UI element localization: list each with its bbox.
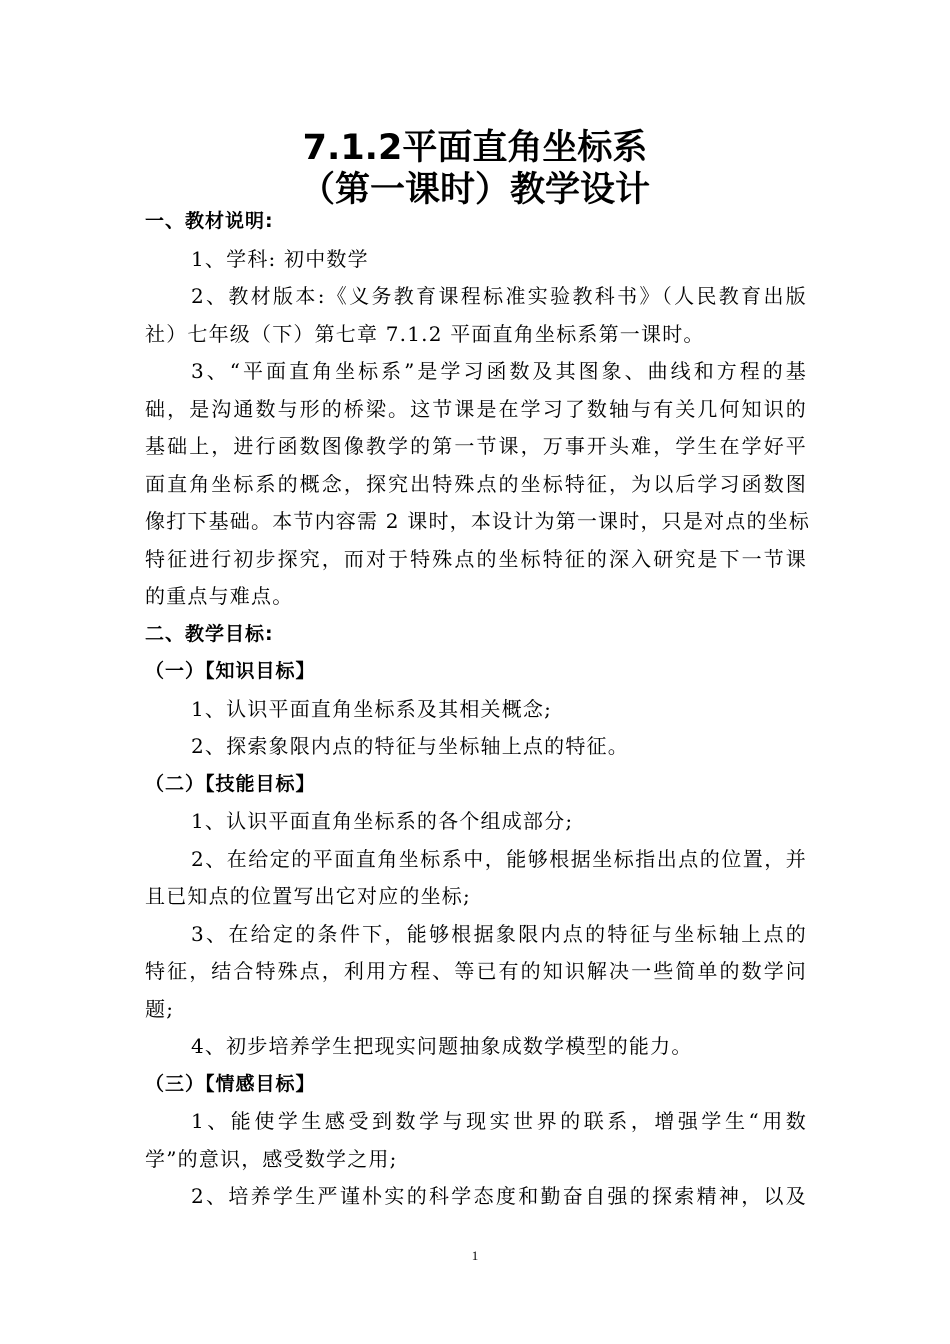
text-line: 4、初步培养学生把现实问题抽象成数学模型的能力。	[191, 1034, 693, 1058]
text-line: 的重点与难点。	[145, 584, 294, 608]
page-title: 7.1.2平面直角坐标系	[302, 128, 648, 168]
text-line: 特征，结合特殊点，利用方程、等已有的知识解决一些简单的数学问	[145, 959, 807, 983]
text-line: 基础上，进行函数图像教学的第一节课，万事开头难，学生在学好平	[145, 434, 807, 458]
text-line: 且已知点的位置写出它对应的坐标;	[145, 884, 471, 908]
text-line: 2、探索象限内点的特征与坐标轴上点的特征。	[191, 734, 629, 758]
section-heading: （一）【知识目标】	[145, 660, 316, 682]
text-line: 2、在给定的平面直角坐标系中，能够根据坐标指出点的位置，并	[191, 846, 807, 871]
text-line: 2、培养学生严谨朴实的科学态度和勤奋自强的探索精神，以及	[191, 1184, 807, 1208]
section-heading: 二、教学目标:	[145, 622, 274, 645]
text-line: 题;	[145, 996, 175, 1021]
page-number: 1	[471, 1248, 479, 1263]
text-line: 1、认识平面直角坐标系及其相关概念;	[191, 696, 553, 721]
document-body	[145, 203, 811, 1216]
text-line: 特征进行初步探究，而对于特殊点的坐标特征的深入研究是下一节课	[145, 546, 807, 571]
section-heading: （三）【情感目标】	[145, 1072, 316, 1095]
text-line: 础，是沟通数与形的桥梁。这节课是在学习了数轴与有关几何知识的	[145, 396, 807, 421]
text-line: 2、教材版本:《义务教育课程标准实验教科书》（人民教育出版	[191, 284, 807, 308]
text-line: 3、“平面直角坐标系”是学习函数及其图象、曲线和方程的基	[191, 359, 807, 383]
text-line: 像打下基础。本节内容需 2 课时，本设计为第一课时，只是对点的坐标	[145, 509, 811, 533]
text-line: 1、能使学生感受到数学与现实世界的联系，增强学生“用数	[191, 1109, 807, 1133]
section-heading: 一、教材说明:	[145, 210, 274, 232]
text-line: 面直角坐标系的概念，探究出特殊点的坐标特征，为以后学习函数图	[145, 471, 807, 496]
text-line: 学”的意识，感受数学之用;	[145, 1146, 398, 1171]
text-line: 1、认识平面直角坐标系的各个组成部分;	[191, 809, 574, 833]
section-heading: （二）【技能目标】	[145, 772, 316, 795]
text-line: 1、学科: 初中数学	[191, 246, 369, 271]
text-line: 社）七年级（下）第七章 7.1.2 平面直角坐标系第一课时。	[145, 321, 705, 346]
page-subtitle: （第一课时）教学设计	[299, 170, 650, 210]
text-line: 3、在给定的条件下，能够根据象限内点的特征与坐标轴上点的	[191, 921, 807, 946]
